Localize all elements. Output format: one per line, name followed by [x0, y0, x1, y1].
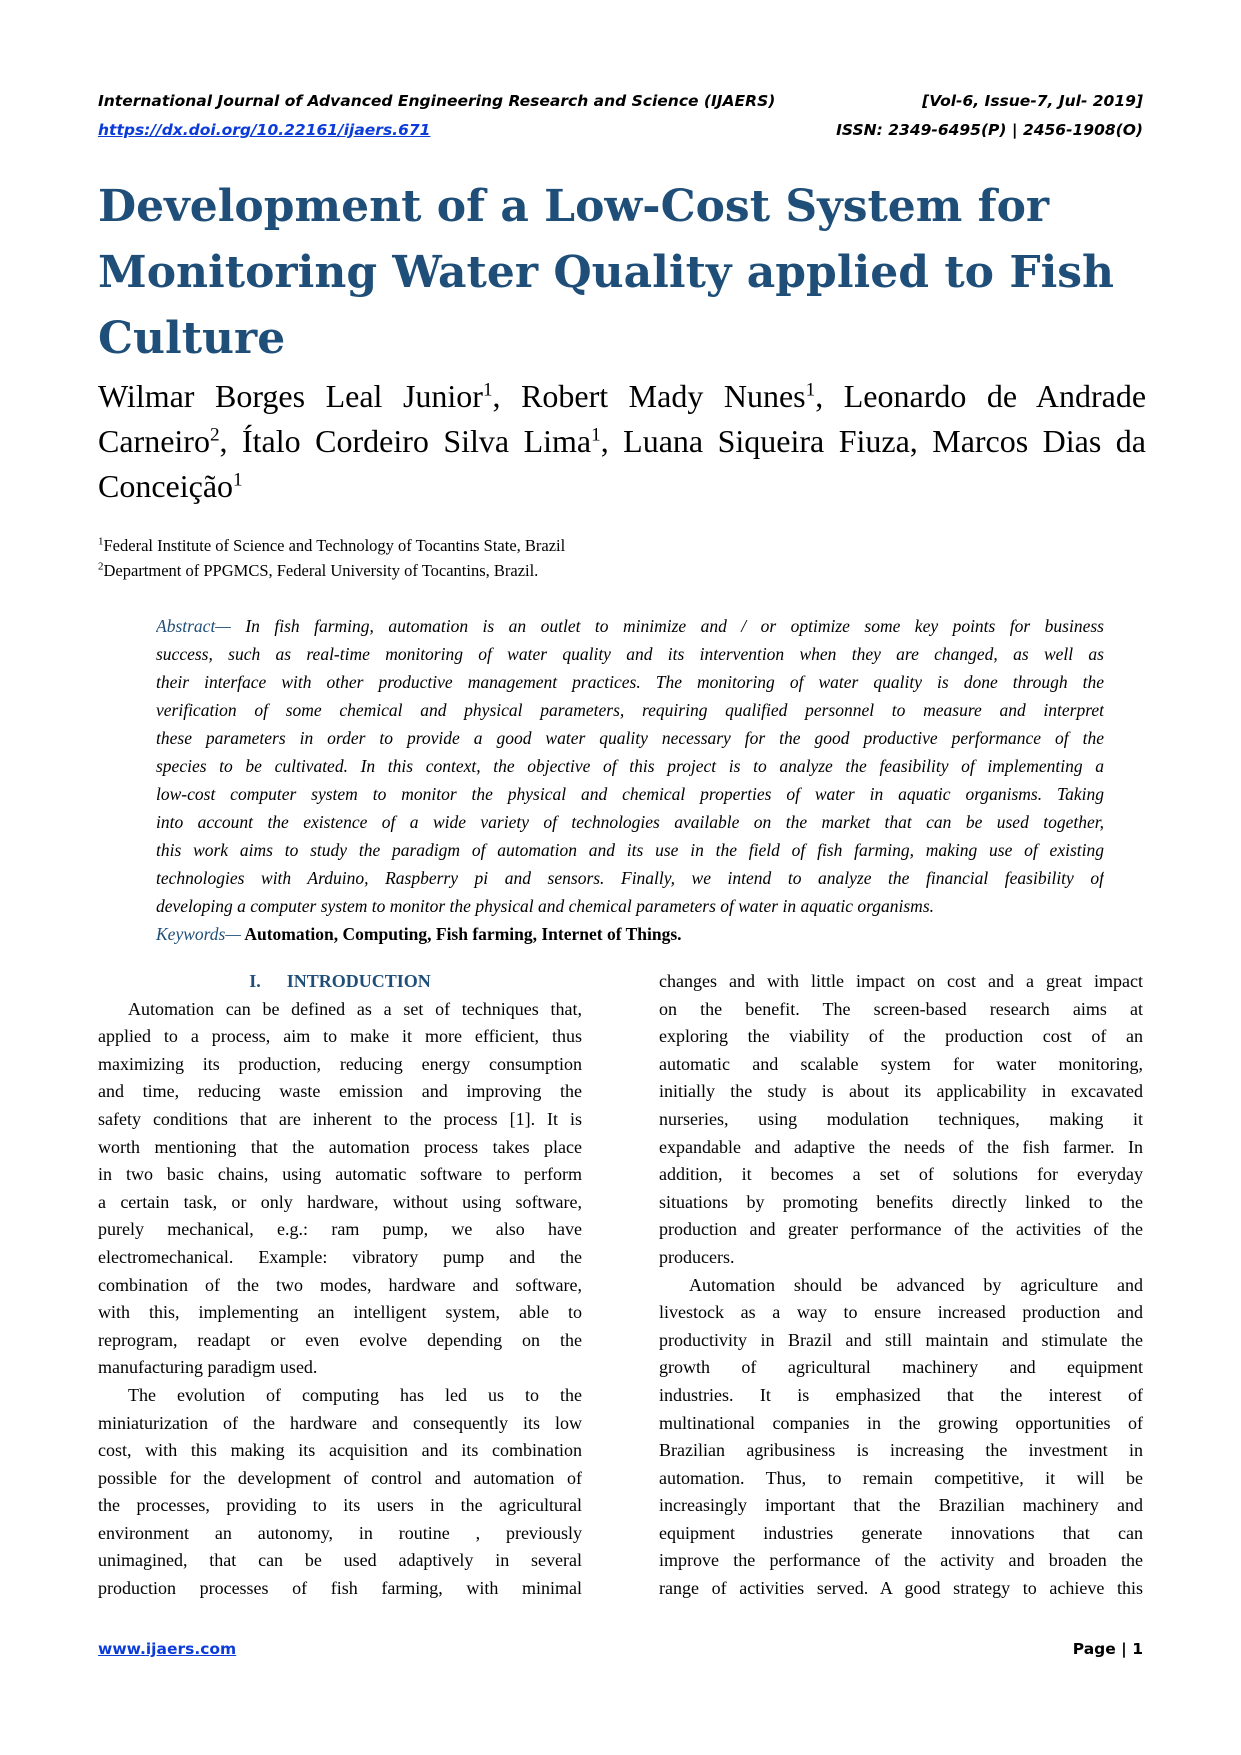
body-line: purely mechanical, e.g.: ram pump, we also have: [98, 1219, 582, 1240]
author-name: Carneiro: [98, 423, 210, 459]
abstract-line: their interface with other productive management practices. The monitoring of water quality is done through the: [156, 672, 1104, 692]
section-number: I.: [249, 971, 261, 991]
author-name: Wilmar Borges Leal Junior: [98, 378, 483, 414]
author-affiliation-mark: 1: [591, 424, 601, 446]
body-line: Automation should be advanced by agriculture and: [689, 1274, 1143, 1295]
body-line: growth of agricultural machinery and equipment: [659, 1357, 1143, 1378]
body-line: production and greater performance of the activities of the: [659, 1219, 1143, 1240]
title-line: Culture: [98, 313, 286, 364]
abstract-line: low-cost computer system to monitor the physical and chemical properties of water in aquatic organisms. Taking: [156, 784, 1104, 804]
body-line: the processes, providing to its users in the agricultural: [98, 1495, 582, 1516]
author-name: , Leonardo de Andrade: [815, 378, 1147, 414]
body-line: environment an autonomy, in routine , previously: [98, 1522, 582, 1543]
paper-title: [98, 174, 1158, 372]
abstract-line: verification of some chemical and physical parameters, requiring qualified personnel to measure and interpret: [156, 700, 1104, 720]
abstract-line: technologies with Arduino, Raspberry pi and sensors. Finally, we intend to analyze the financial feasibility of: [156, 868, 1104, 888]
author-affiliation-mark: 1: [482, 379, 493, 401]
body-line: possible for the development of control and automation of: [98, 1467, 582, 1488]
body-line: Automation can be defined as a set of techniques that,: [128, 998, 582, 1019]
affiliation-text: Department of PPGMCS, Federal University of Tocantins, Brazil.: [103, 561, 539, 580]
body-line: addition, it becomes a set of solutions for everyday: [659, 1164, 1143, 1185]
body-line: worth mentioning that the automation process takes place: [98, 1136, 582, 1157]
author-line: [98, 464, 1146, 509]
page-number: Page | 1: [1072, 1640, 1143, 1658]
body-line: changes and with little impact on cost and a great impact: [659, 971, 1143, 991]
body-line: combination of the two modes, hardware and software,: [98, 1274, 582, 1295]
keywords: [156, 920, 1104, 948]
body-line: automation. Thus, to remain competitive, it will be: [659, 1467, 1143, 1488]
author-line: [98, 419, 1146, 464]
body-line: range of activities served. A good strategy to achieve this: [659, 1578, 1143, 1599]
body-line: cost, with this making its acquisition and its combination: [98, 1440, 582, 1461]
body-line: with this, implementing an intelligent system, able to: [98, 1302, 582, 1323]
affiliation-mark: 1: [98, 535, 104, 548]
abstract-line: these parameters in order to provide a good water quality necessary for the good productive performance of the: [156, 728, 1104, 748]
body-line: electromechanical. Example: vibratory pump and the: [98, 1246, 582, 1267]
abstract-text: In fish farming, automation is an outlet to minimize and / or optimize some key points for business: [230, 616, 1104, 636]
title-line: Monitoring Water Quality applied to Fish: [98, 247, 1115, 298]
body-line: situations by promoting benefits directly linked to the: [659, 1191, 1143, 1212]
section-heading: [98, 968, 582, 996]
abstract-line: [156, 612, 1104, 640]
author-name: , Luana Siqueira Fiuza, Marcos Dias da: [600, 423, 1147, 459]
body-line: productivity in Brazil and still maintain and stimulate the: [659, 1329, 1143, 1350]
body-line: Brazilian agribusiness is increasing the investment in: [659, 1440, 1143, 1461]
footer-site-link[interactable]: www.ijaers.com: [98, 1640, 237, 1658]
body-line: in two basic chains, using automatic software to perform: [98, 1164, 582, 1185]
right-column: [659, 968, 1143, 1603]
body-line: miniaturization of the hardware and consequently its low: [98, 1412, 582, 1433]
keywords-text: Automation, Computing, Fish farming, Internet of Things.: [240, 924, 682, 944]
body-line: and time, reducing waste emission and improving the: [98, 1081, 582, 1102]
body-line: reprogram, readapt or even evolve depending on the: [98, 1329, 582, 1350]
affiliation: [98, 536, 565, 556]
left-column: [98, 968, 582, 1603]
author-line: [98, 374, 1146, 419]
body-line: nurseries, using modulation techniques, making it: [659, 1108, 1143, 1129]
body-line: applied to a process, aim to make it more efficient, thus: [98, 1026, 582, 1047]
author-list: [98, 374, 1146, 509]
abstract-line: into account the existence of a wide variety of technologies available on the market that can be used together,: [156, 812, 1104, 832]
body-line: safety conditions that are inherent to the process [1]. It is: [98, 1108, 582, 1129]
volume-info: [Vol-6, Issue-7, Jul- 2019]: [922, 92, 1143, 110]
abstract: [156, 612, 1104, 948]
abstract-line: developing a computer system to monitor the physical and chemical parameters of water in aquatic organisms.: [156, 896, 934, 916]
journal-name: International Journal of Advanced Engineering Research and Science (IJAERS): [98, 92, 776, 110]
body-line: livestock as a way to ensure increased production and: [659, 1302, 1143, 1323]
body-line: on the benefit. The screen-based research aims at: [659, 998, 1143, 1019]
affiliation-text: Federal Institute of Science and Technology of Tocantins State, Brazil: [103, 536, 566, 555]
body-line: industries. It is emphasized that the interest of: [659, 1384, 1143, 1405]
body-line: increasingly important that the Brazilian machinery and: [659, 1495, 1143, 1516]
body-line: The evolution of computing has led us to the: [128, 1384, 582, 1405]
body-line: equipment industries generate innovations that can: [659, 1522, 1143, 1543]
body-line: multinational companies in the growing opportunities of: [659, 1412, 1143, 1433]
body-line: producers.: [659, 1246, 735, 1267]
doi-link[interactable]: https://dx.doi.org/10.22161/ijaers.671: [98, 121, 431, 139]
issn-info: ISSN: 2349-6495(P) | 2456-1908(O): [836, 121, 1143, 139]
body-line: unimagined, that can be used adaptively in several: [98, 1550, 582, 1571]
body-line: manufacturing paradigm used.: [98, 1357, 318, 1378]
body-line: expandable and adaptive the needs of the fish farmer. In: [659, 1136, 1143, 1157]
body-line: a certain task, or only hardware, without using software,: [98, 1191, 582, 1212]
abstract-line: success, such as real-time monitoring of water quality and its intervention when they are changed, as well as: [156, 644, 1104, 664]
keywords-label: Keywords—: [156, 924, 241, 944]
body-line: exploring the viability of the production cost of an: [659, 1026, 1143, 1047]
body-line: maximizing its production, reducing energy consumption: [98, 1053, 582, 1074]
affiliation-mark: 2: [98, 560, 104, 573]
title-line: Development of a Low-Cost System for: [98, 181, 1050, 232]
body-line: production processes of fish farming, with minimal: [98, 1578, 582, 1599]
author-name: , Ítalo Cordeiro Silva Lima: [219, 423, 592, 459]
abstract-line: this work aims to study the paradigm of automation and its use in the field of fish farming, making use of existing: [156, 840, 1104, 860]
body-line: improve the performance of the activity and broaden the: [659, 1550, 1143, 1571]
author-affiliation-mark: 1: [233, 469, 243, 491]
author-affiliation-mark: 1: [805, 379, 816, 401]
body-line: automatic and scalable system for water monitoring,: [659, 1053, 1143, 1074]
abstract-line: species to be cultivated. In this context, the objective of this project is to analyze the feasibility of implementing a: [156, 756, 1104, 776]
author-name: Conceição: [98, 468, 234, 504]
section-title: INTRODUCTION: [286, 971, 431, 991]
affiliation: [98, 561, 538, 581]
body-line: initially the study is about its applicability in excavated: [659, 1081, 1143, 1102]
abstract-label: Abstract—: [156, 616, 231, 636]
author-affiliation-mark: 2: [209, 424, 220, 446]
author-name: , Robert Mady Nunes: [492, 378, 806, 414]
